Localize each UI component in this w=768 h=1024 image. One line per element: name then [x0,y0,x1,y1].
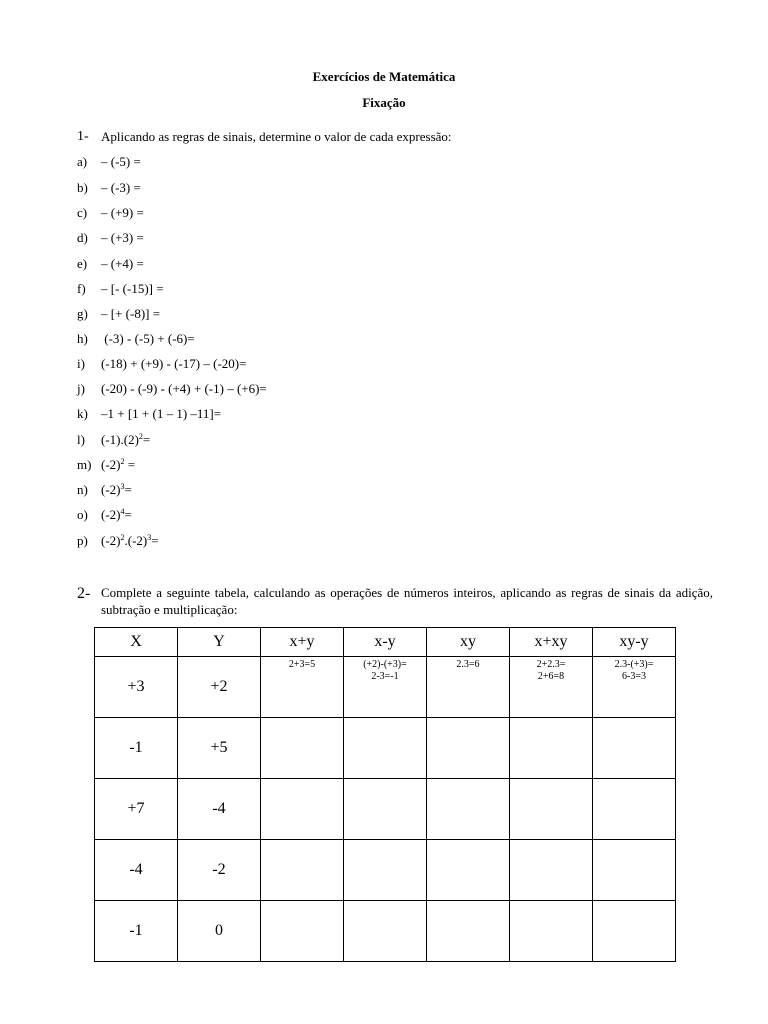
cell-y-value: -2 [178,840,261,901]
table-header-row [95,628,676,657]
exercise-label: f) [77,281,86,296]
column-header-y: Y [178,628,261,657]
answer-cell[interactable] [261,718,344,779]
question-1-number: 1- [77,129,89,144]
exercise-expression: – (+3) = [101,230,144,245]
exercise-item [77,153,141,171]
answer-cell[interactable] [593,718,676,779]
answer-cell[interactable] [593,779,676,840]
answer-cell[interactable] [427,840,510,901]
exercise-item [77,204,144,222]
exercise-label: e) [77,256,88,271]
cell-y-value: 0 [178,901,261,962]
exercise-expression: $(-2)^2.(-2)^3=$ [101,533,159,548]
exercise-label: g) [77,306,88,321]
column-header-x: X [95,628,178,657]
answer-cell[interactable]: 2.3-(+3)= 6-3=3 [593,657,676,718]
exercise-expression: – (+9) = [101,205,144,220]
question-1-prompt: Aplicando as regras de sinais, determine o valor de cada expressão: [101,129,452,144]
column-header-difference: x-y [344,628,427,657]
exercise-item-o [77,506,132,524]
question-2-prompt: Complete a seguinte tabela, calculando as operações de números inteiros, aplicando as regras de sinais da adição, subtração e multiplicação: [101,585,713,617]
column-header-product: xy [427,628,510,657]
column-header-x-plus-xy: x+xy [510,628,593,657]
table-row [95,901,676,962]
exercise-expression: $(-2)^2$ = [101,457,136,472]
exercise-label: o) [77,507,88,522]
answer-cell[interactable] [344,840,427,901]
exercise-item-m [77,456,135,474]
exercise-item [77,179,141,197]
exercise-label: p) [77,533,88,548]
answer-cell[interactable] [593,901,676,962]
exercise-label: l) [77,432,85,447]
cell-y-value: -4 [178,779,261,840]
exercise-expression: – [- (-15)] = [101,281,164,296]
exercise-label: b) [77,180,88,195]
exercise-expression: – (-5) = [101,154,141,169]
exercise-label: i) [77,356,85,371]
table-row [95,657,676,718]
exercise-label: j) [77,381,85,396]
exercise-label: h) [77,331,88,346]
answer-cell[interactable]: 2+2.3= 2+6=8 [510,657,593,718]
table-row [95,840,676,901]
exercise-label: k) [77,406,88,421]
exercise-item [77,255,144,273]
answer-cell[interactable] [344,779,427,840]
answer-cell[interactable] [510,840,593,901]
answer-cell[interactable]: 2.3=6 [427,657,510,718]
answer-cell[interactable]: (+2)-(+3)= 2-3=-1 [344,657,427,718]
table-row [95,718,676,779]
exercise-expression: $(-1).(2)^2=$ [101,432,151,447]
exercise-item-l [77,431,150,449]
answer-cell[interactable] [261,779,344,840]
cell-x-value: -1 [95,718,178,779]
exercise-item [77,280,164,298]
exercise-label: c) [77,205,88,220]
exercise-item [77,305,160,323]
cell-y-value: +5 [178,718,261,779]
answer-cell[interactable] [427,718,510,779]
exercise-item [77,229,144,247]
table-row [95,779,676,840]
answer-cell[interactable] [344,901,427,962]
exercise-item-n [77,481,132,499]
document-subtitle: Fixação [362,95,406,110]
document-title: Exercícios de Matemática [312,69,456,84]
exercise-expression: (-3) - (-5) + (-6)= [101,331,195,346]
exercise-item [77,355,246,373]
answer-cell[interactable] [261,840,344,901]
answer-cell[interactable] [261,901,344,962]
exercise-item-p [77,532,159,550]
answer-cell[interactable]: 2+3=5 [261,657,344,718]
exercise-label: n) [77,482,88,497]
cell-x-value: -4 [95,840,178,901]
exercise-expression: (-18) + (+9) - (-17) – (-20)= [101,356,247,371]
exercise-expression: – [+ (-8)] = [101,306,161,321]
exercise-expression: $(-2)^4=$ [101,507,132,522]
answer-cell[interactable] [427,901,510,962]
answer-cell[interactable] [510,779,593,840]
exercise-item [77,380,267,398]
answer-cell[interactable] [427,779,510,840]
answer-cell[interactable] [344,718,427,779]
exercise-expression: – (+4) = [101,256,144,271]
operations-table [94,627,676,962]
exercise-expression: –1 + [1 + (1 – 1) –11]= [101,406,222,421]
exercise-item [77,330,195,348]
answer-cell[interactable] [510,718,593,779]
exercise-item [77,405,221,423]
answer-cell[interactable] [510,901,593,962]
exercise-label: d) [77,230,88,245]
column-header-xy-minus-y: xy-y [593,628,676,657]
exercise-expression: $(-2)^3=$ [101,482,132,497]
answer-cell[interactable] [593,840,676,901]
exercise-label: m) [77,457,92,472]
exercise-label: a) [77,154,88,169]
exercise-expression: (-20) - (-9) - (+4) + (-1) – (+6)= [101,381,267,396]
exercise-expression: – (-3) = [101,180,141,195]
cell-x-value: +7 [95,779,178,840]
question-2-number: 2- [77,585,91,602]
column-header-sum: x+y [261,628,344,657]
cell-x-value: -1 [95,901,178,962]
cell-y-value: +2 [178,657,261,718]
cell-x-value: +3 [95,657,178,718]
